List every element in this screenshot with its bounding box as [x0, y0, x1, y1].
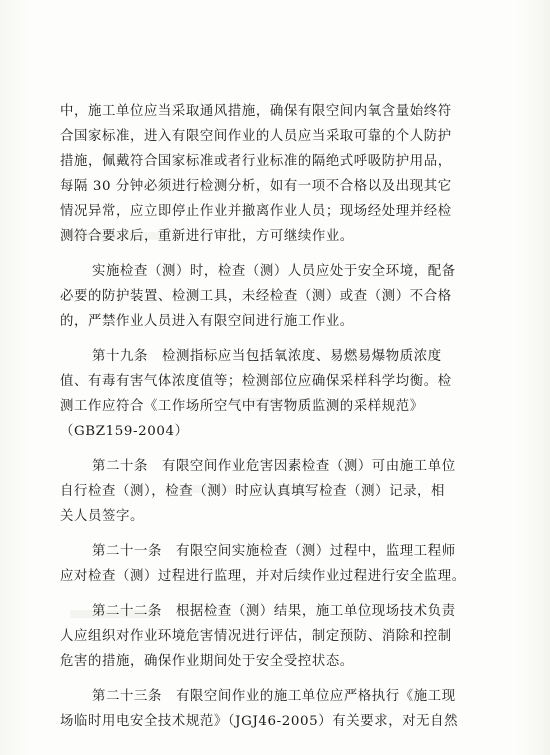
paragraph-continuation [60, 99, 480, 249]
text-line: 第二十一条 有限空间实施检查（测）过程中，监理工程师 [92, 544, 456, 559]
text-line: 实施检查（测）时，检查（测）人员应处于安全环境，配备 [92, 264, 456, 279]
article-22 [60, 599, 480, 674]
text-line: 测符合要求后，重新进行审批，方可继续作业。 [60, 229, 354, 244]
article-23 [60, 684, 480, 734]
text-line: 中，施工单位应当采取通风措施，确保有限空间内氧含量始终符 [60, 104, 452, 119]
text-line: 第二十二条 根据检查（测）结果，施工单位现场技术负责 [92, 604, 456, 619]
text-line: 测工作应符合《工作场所空气中有害物质监测的采样规范》 [60, 399, 424, 414]
text-line: 自行检查（测），检查（测）时应认真填写检查（测）记录，相 [60, 484, 446, 499]
text-line: 人应组织对作业环境危害情况进行评估，制定预防、消除和控制 [60, 629, 452, 644]
article-19 [60, 344, 480, 444]
text-line: 应对检查（测）过程进行监理，并对后续作业过程进行安全监理。 [60, 569, 466, 584]
document-body [60, 99, 480, 734]
text-line: 情况异常，应立即停止作业并撤离作业人员；现场经处理并经检 [60, 204, 452, 219]
text-line: 关人员签字。 [60, 509, 144, 524]
text-line: 的，严禁作业人员进入有限空间进行施工作业。 [60, 314, 354, 329]
text-line: 第十九条 检测指标应当包括氧浓度、易燃易爆物质浓度 [92, 349, 442, 364]
text-line: 第二十条 有限空间作业危害因素检查（测）可由施工单位 [92, 459, 456, 474]
article-21 [60, 539, 480, 589]
text-line: 合国家标准，进入有限空间作业的人员应当采取可靠的个人防护 [60, 129, 452, 144]
text-line: 场临时用电安全技术规范》（JGJ46-2005）有关要求，对无自然 [60, 714, 459, 729]
article-20 [60, 454, 480, 529]
text-line: 值、有毒有害气体浓度值等；检测部位应确保采样科学均衡。检 [60, 374, 452, 389]
text-line: 危害的措施，确保作业期间处于安全受控状态。 [60, 654, 354, 669]
text-line: 措施，佩戴符合国家标准或者行业标准的隔绝式呼吸防护用品， [60, 154, 452, 169]
text-line: 必要的防护装置、检测工具，未经检查（测）或查（测）不合格 [60, 289, 452, 304]
text-line: （GBZ159-2004） [60, 424, 189, 439]
text-line: 第二十三条 有限空间作业的施工单位应严格执行《施工现 [92, 689, 456, 704]
paragraph [60, 259, 480, 334]
text-line: 每隔 30 分钟必须进行检测分析，如有一项不合格以及出现其它 [60, 179, 452, 194]
